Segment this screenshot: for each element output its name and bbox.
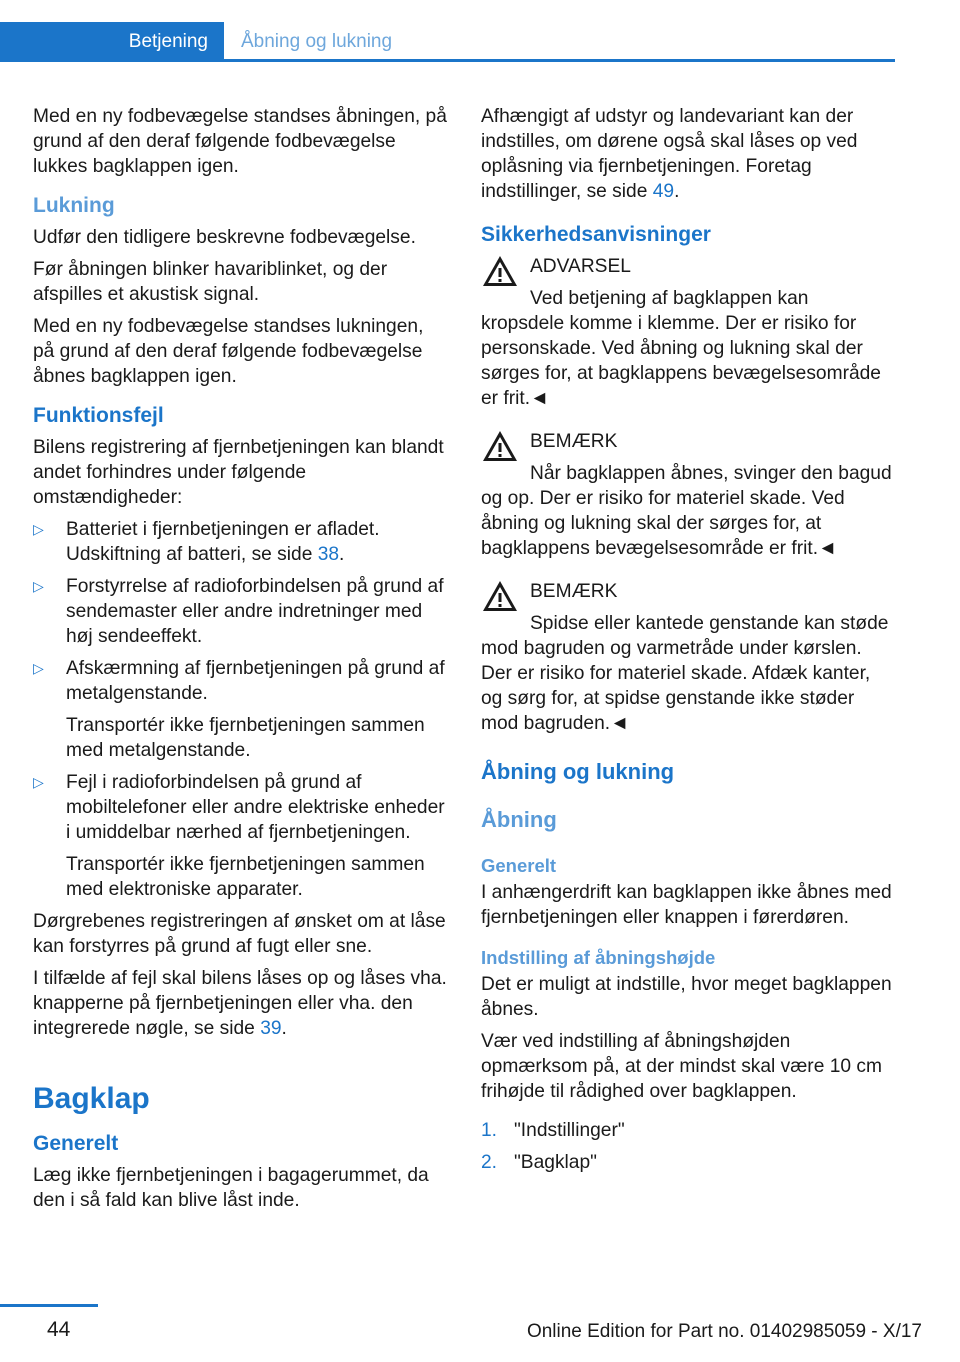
list-item-text: Forstyrrelse af radioforbindelsen på grund af sendemaster eller andre indretninger med høj sendeeffekt.: [66, 576, 444, 647]
paragraph: Det er muligt at indstille, hvor meget bagklappen åbnes.: [481, 974, 892, 1020]
heading-abning: Åbning: [481, 807, 557, 832]
paragraph: [33, 966, 447, 1041]
paragraph: Vær ved indstilling af åbningshøjden opmærksom på, at der mindst skal være 10 cm frihøjde til rådighed over bagklappen.: [481, 1031, 882, 1102]
warning-block: [481, 254, 895, 411]
paragraph: Med en ny fodbevægelse standses åbningen, på grund af den deraf følgende fodbevægelse lukkes bagklappen igen.: [33, 106, 447, 177]
paragraph-end: .: [674, 181, 680, 202]
page-link-39[interactable]: 39: [260, 1018, 282, 1039]
list-item: [33, 770, 447, 902]
edition-note: Online Edition for Part no. 01402985059 - X/17: [526, 1321, 922, 1342]
triangle-bullet-icon: ▷: [33, 578, 44, 594]
steps-list: [481, 1118, 895, 1175]
notice-title: BEMÆRK: [530, 431, 618, 452]
step-text: "Bagklap": [514, 1152, 597, 1173]
triangle-bullet-icon: ▷: [33, 774, 44, 790]
left-column: [33, 104, 447, 1220]
list-item: [33, 574, 447, 649]
notice-title: BEMÆRK: [530, 581, 618, 602]
header-chapter-tab: Betjening: [0, 22, 224, 62]
triangle-bullet-icon: ▷: [33, 521, 44, 537]
heading-sikkerhedsanvisninger: Sikkerhedsanvisninger: [481, 223, 711, 246]
list-item-end: .: [339, 544, 345, 565]
paragraph: I anhængerdrift kan bagklappen ikke åbnes med fjernbetjeningen eller knappen i førerdøren.: [481, 882, 892, 928]
right-column: [481, 104, 895, 1182]
heading-lukning: Lukning: [33, 194, 115, 217]
paragraph: Før åbningen blinker havariblinket, og der afspilles et akustisk signal.: [33, 259, 388, 305]
page-link-38[interactable]: 38: [317, 544, 340, 565]
list-item-subtext: Transportér ikke fjernbetjeningen sammen med elektroniske apparater.: [66, 854, 425, 900]
paragraph-text: I tilfælde af fejl skal bilens låses op og låses vha. knapperne på fjernbetjeningen eller vha. den integrerede nøgle, se side: [33, 968, 447, 1039]
notice-block: [481, 579, 895, 736]
step-text: "Indstillinger": [514, 1120, 625, 1141]
warning-text: Ved betjening af bagklappen kan kropsdele komme i klemme. Der er risiko for personskade. Ved åbning og lukning skal der sørges for, at bagklappens bevægelsesområde er frit.◄: [481, 288, 881, 409]
list-item-text: Batteriet i fjernbetjeningen er afladet. Udskiftning af batteri, se side: [66, 519, 380, 565]
page-header: [0, 22, 895, 62]
paragraph: Dørgrebenes registreringen af ønsket om at låse kan forstyrres på grund af fugt eller sne.: [33, 911, 446, 957]
paragraph-text: Afhængigt af udstyr og landevariant kan der indstilles, om dørene også skal låses op ved oplåsning via fjernbetjeningen. Foretag indstillinger, se side: [481, 106, 858, 202]
paragraph-end: .: [281, 1018, 287, 1039]
heading-generelt: Generelt: [481, 855, 557, 876]
step-number: 2.: [481, 1152, 498, 1173]
notice-text: Spidse eller kantede genstande kan støde mod bagruden og varmetråde under kørslen. Der er risiko for materiel skade. Afdæk kanter, og sørg for, at spidse genstande ikke støder mod bagruden.◄: [481, 613, 889, 734]
warning-title: ADVARSEL: [530, 256, 631, 277]
heading-funktionsfejl: Funktionsfejl: [33, 404, 164, 427]
page-link-49[interactable]: 49: [652, 181, 675, 202]
list-item-text: Fejl i radioforbindelsen på grund af mobiltelefoner eller andre elektriske enheder i umiddelbar nærhed af fjernbetjeningen.: [66, 772, 445, 843]
list-item: [33, 517, 447, 567]
paragraph: Bilens registrering af fjernbetjeningen kan blandt andet forhindres under følgende omstændigheder:: [33, 437, 444, 508]
header-rule: [224, 59, 895, 62]
header-section-title: Åbning og lukning: [241, 31, 393, 52]
page-number: 44: [47, 1318, 71, 1341]
malfunction-list: [33, 517, 447, 902]
paragraph: Med en ny fodbevægelse standses lukningen, på grund af den deraf følgende fodbevægelse åbnes bagklappen igen.: [33, 316, 424, 387]
triangle-bullet-icon: ▷: [33, 660, 44, 676]
list-item-text: Afskærmning af fjernbetjeningen på grund af metalgenstande.: [66, 658, 445, 704]
paragraph: Udfør den tidligere beskrevne fodbevægelse.: [33, 227, 416, 248]
heading-indstilling: Indstilling af åbningshøjde: [481, 947, 716, 968]
step-number: 1.: [481, 1120, 498, 1141]
list-item: [33, 656, 447, 763]
list-item: [481, 1150, 895, 1175]
heading-bagklap: Bagklap: [33, 1082, 150, 1115]
warning-triangle-icon: [481, 579, 519, 613]
list-item-subtext: Transportér ikke fjernbetjeningen sammen med metalgenstande.: [66, 715, 425, 761]
paragraph: Læg ikke fjernbetjeningen i bagagerummet, da den i så fald kan blive låst inde.: [33, 1165, 429, 1211]
notice-text: Når bagklappen åbnes, svinger den bagud og op. Der er risiko for materiel skade. Ved åbning og lukning skal der sørges for, at bagklappens bevægelsesområde er frit.◄: [481, 463, 892, 559]
warning-triangle-icon: [481, 429, 519, 463]
notice-block: [481, 429, 895, 561]
list-item: [481, 1118, 895, 1143]
heading-abning-og-lukning: Åbning og lukning: [481, 759, 675, 784]
footer-rule: [0, 1304, 98, 1307]
paragraph: [481, 104, 895, 204]
heading-generelt: Generelt: [33, 1132, 119, 1155]
warning-triangle-icon: [481, 254, 519, 288]
